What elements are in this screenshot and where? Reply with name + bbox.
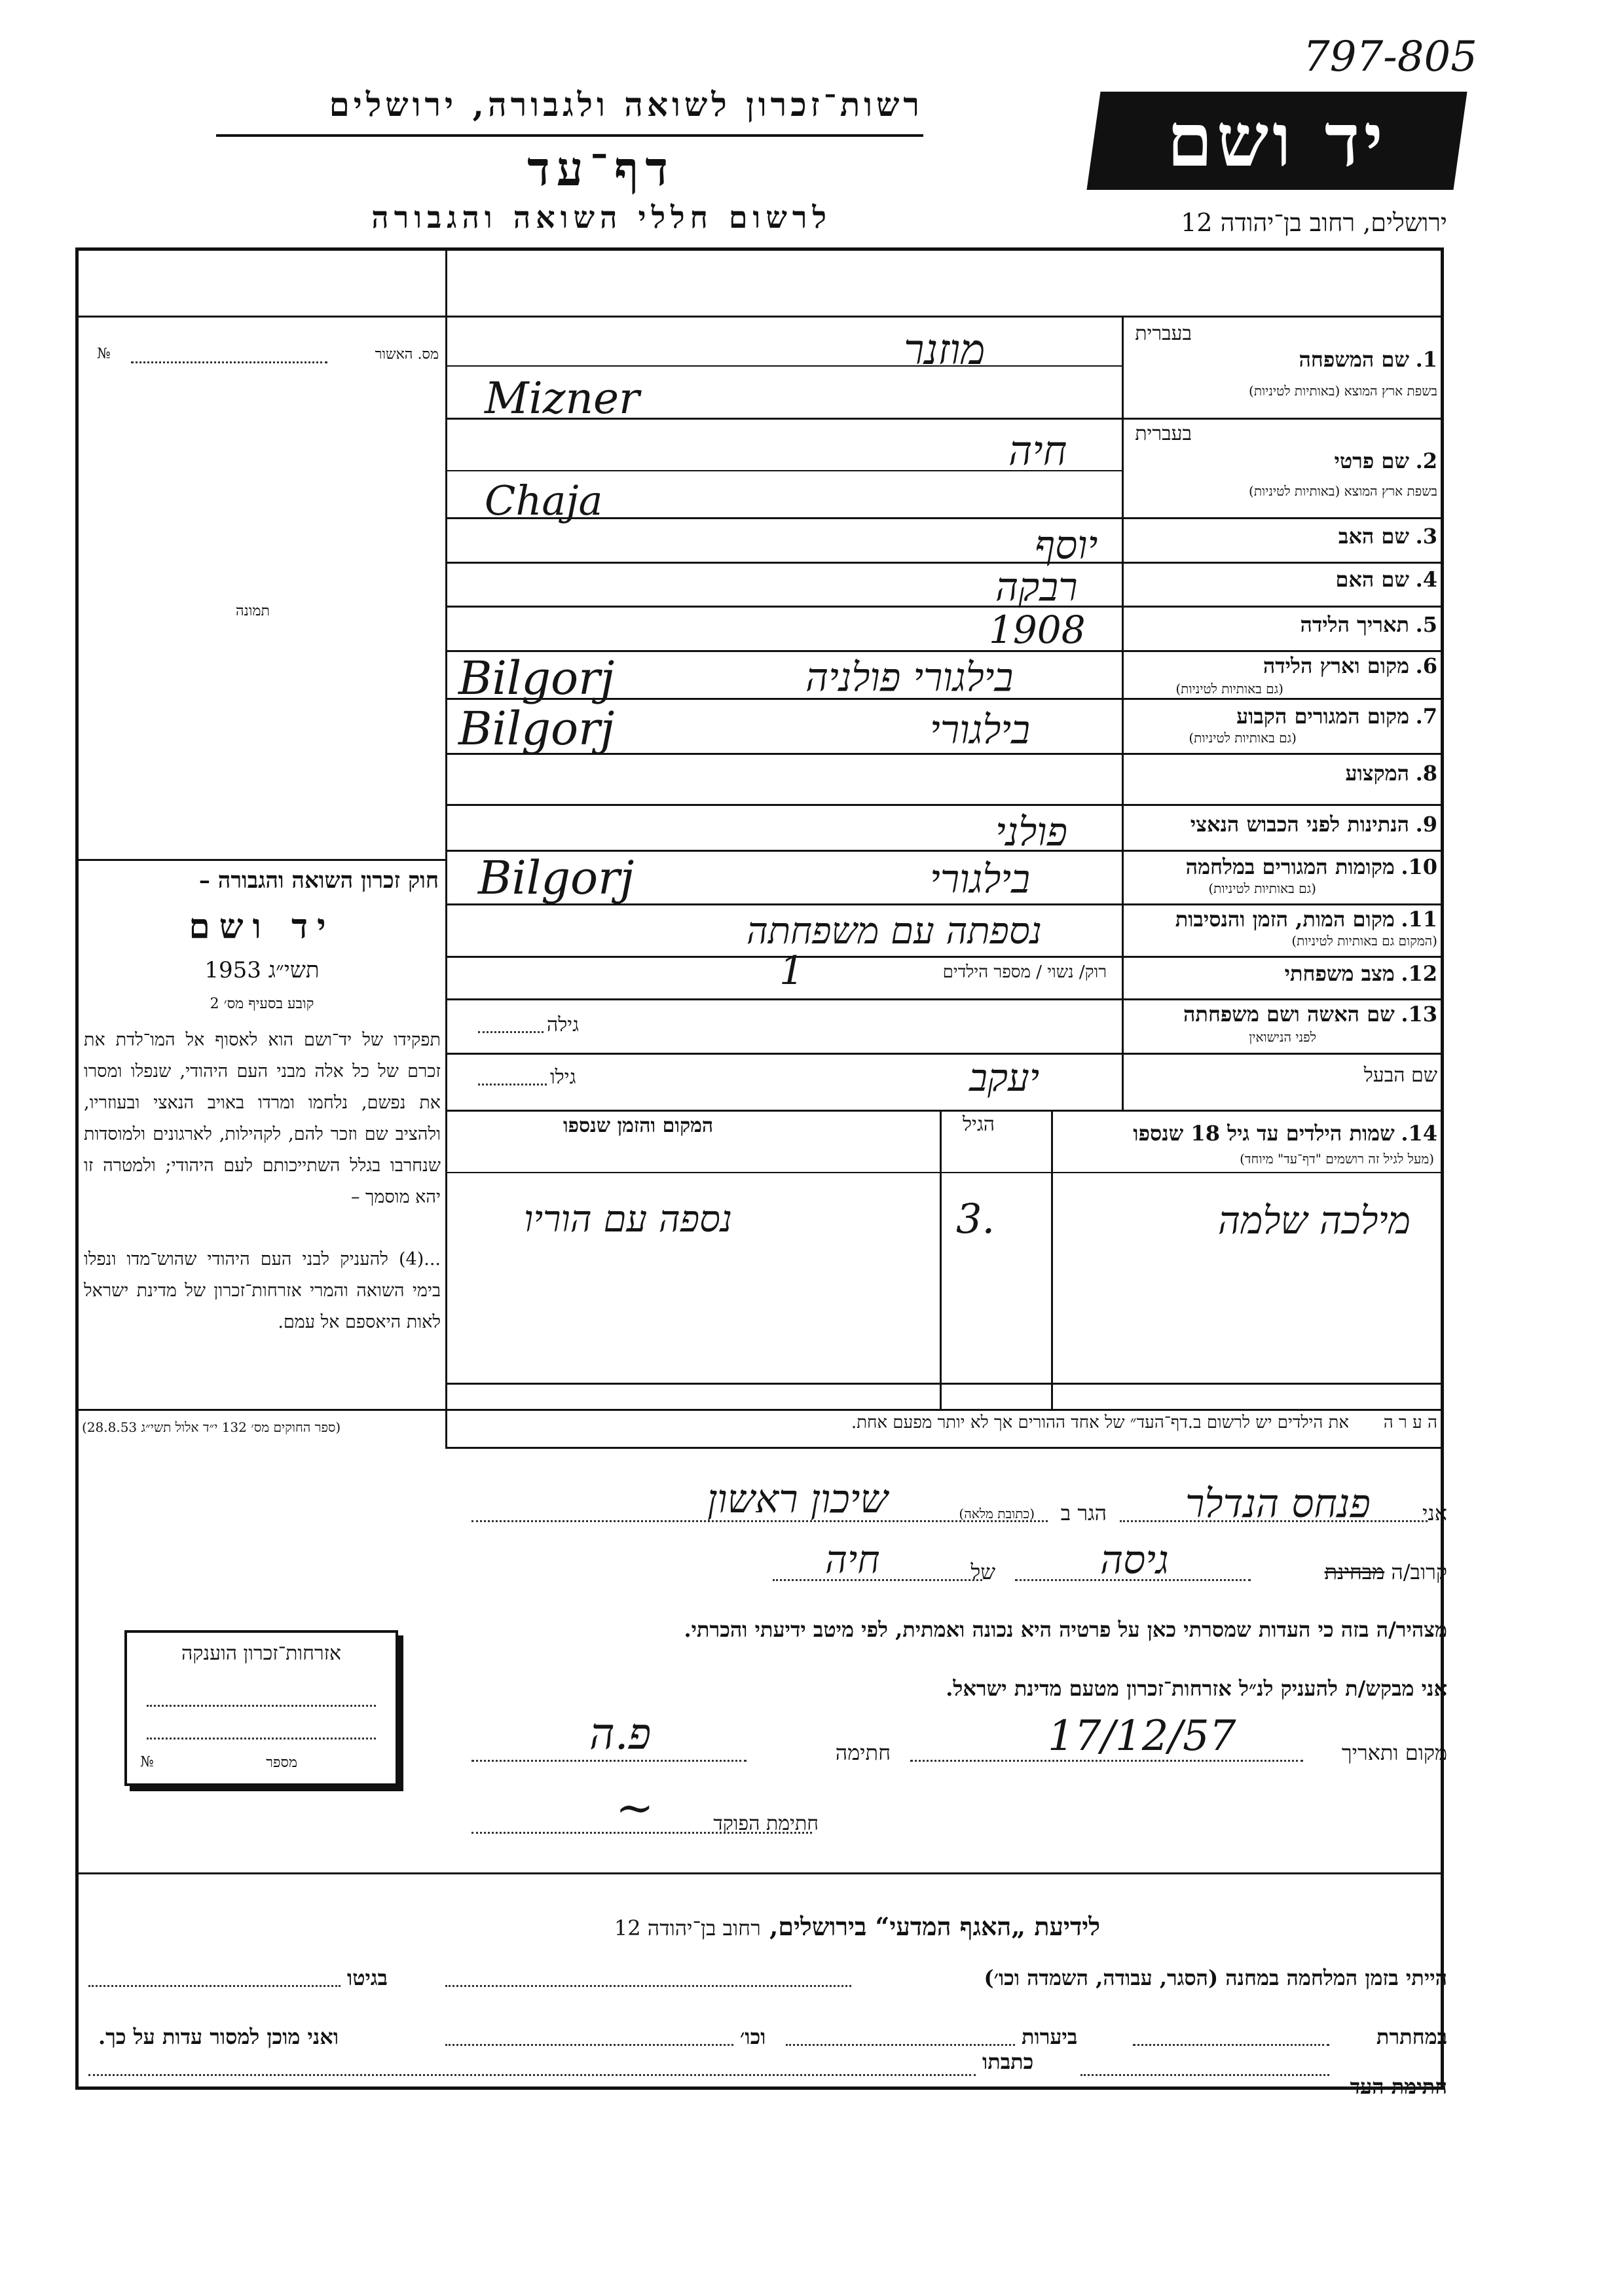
row11-bottom xyxy=(445,956,1444,958)
law-paragraph-2: ...(4) להעניק לבני העם היהודי שהוש־מדו ונפלו בימי השואה והמרי אזרחות־זכרון של מדינת ישראל לאות היאספם אל עמם. xyxy=(84,1249,441,1332)
field2-latin-value[interactable]: Chaja xyxy=(485,477,603,524)
children-sub: (מעל לגיל זה רושמים "דף־עד" מיוחד) xyxy=(1240,1151,1434,1167)
children-age-left xyxy=(940,1110,942,1411)
field3-title: שם האב xyxy=(1338,524,1410,549)
decl-address-value[interactable]: שיכון ראשון xyxy=(707,1476,888,1522)
note-left-line xyxy=(445,1383,447,1448)
logo-text: יד ושם xyxy=(1166,98,1388,183)
field1-hebrew-tag: בעברית xyxy=(1135,322,1192,345)
field2-label xyxy=(1334,448,1437,473)
field10-num: 10. xyxy=(1401,854,1437,879)
children-left-divider xyxy=(445,1110,447,1411)
label-col-divider xyxy=(1122,316,1124,1112)
decl-relation-value[interactable]: גיסה xyxy=(1100,1537,1169,1583)
citizenship-line-1[interactable] xyxy=(147,1705,376,1707)
frame-bottom xyxy=(75,2086,1444,2090)
field7-label xyxy=(1236,704,1437,729)
decl-of-value[interactable]: חיה xyxy=(825,1537,880,1582)
field13-title: שם האשה ושם משפחתה xyxy=(1183,1002,1395,1027)
field2-title: שם פרטי xyxy=(1334,448,1410,473)
photo-label: תמונה xyxy=(236,603,270,619)
decl-of: של xyxy=(970,1559,995,1584)
decl-relative-label: קרוב/ה xyxy=(1391,1559,1447,1584)
husband-age-label: גילו xyxy=(550,1066,576,1089)
law-name: יד ושם xyxy=(189,907,335,947)
husband-label: שם הבעל xyxy=(1363,1064,1437,1087)
field7-num: 7. xyxy=(1415,704,1437,729)
citizenship-number-sign: № xyxy=(140,1754,154,1770)
field7-hebrew-value[interactable]: בילגורי xyxy=(930,707,1031,753)
authority-underline xyxy=(216,134,923,137)
field6-sub: (גם באותיות לטיניות) xyxy=(1175,681,1283,697)
decl-signature-line[interactable] xyxy=(471,1760,747,1762)
field10-sub: (גם באותיות לטיניות) xyxy=(1208,881,1316,896)
field6-label xyxy=(1263,653,1437,678)
footer-line1-a: הייתי בזמן המלחמה במחנה (הסגר, עבודה, השמדה וכו׳) xyxy=(984,1965,1447,1990)
field12-label xyxy=(1285,961,1437,986)
law-title: חוק זכרון השואה והגבורה – xyxy=(198,867,439,894)
field2-sub: בשפת ארץ המוצא (באותיות לטיניות) xyxy=(1249,483,1437,499)
approval-number-label: מס. האשור xyxy=(375,346,439,363)
field9-label xyxy=(1190,812,1437,837)
approval-number-sign: № xyxy=(97,346,111,362)
row13b-bottom xyxy=(445,1110,1444,1112)
decl-request: אני מבקש/ת להעניק לנ״ל אזרחות־זכרון מטעם מדינת ישראל. xyxy=(946,1676,1447,1701)
field1-hebrew-value[interactable]: מוזנר xyxy=(904,326,986,374)
field1-latin-value[interactable]: Mizner xyxy=(485,373,640,424)
form-title: דף־עד xyxy=(527,141,674,196)
field1-sub: בשפת ארץ המוצא (באותיות לטיניות) xyxy=(1249,383,1437,399)
decl-address-hint: (כתובת מלאה) xyxy=(959,1506,1035,1522)
note-text: את הילדים יש לרשום ב.דף־העד״ של אחד ההורים אך לא יותר מפעם אחת. xyxy=(851,1413,1349,1432)
decl-relative xyxy=(1325,1559,1447,1584)
field11-sub: (המקום גם באותיות לטיניות) xyxy=(1291,933,1437,949)
field11-value[interactable]: נספתה עם משפחתה xyxy=(747,910,1042,953)
decl-statement: מצהיר/ה בזה כי העדות שמסרתי כאן על פרטיה היא נכונה ואמתית, לפי מיטב ידיעתי והכרתי. xyxy=(684,1617,1447,1642)
children-title: שמות הילדים עד גיל 18 שנספו xyxy=(1133,1121,1395,1146)
field9-num: 9. xyxy=(1415,812,1437,837)
field6-num: 6. xyxy=(1415,653,1437,678)
footer-title xyxy=(614,1912,1100,1942)
field2-num: 2. xyxy=(1415,448,1437,473)
note-bottom-line xyxy=(445,1447,1444,1449)
field11-num: 11. xyxy=(1401,907,1437,932)
footer-address-field[interactable] xyxy=(88,2074,976,2076)
row4-bottom xyxy=(445,606,1444,608)
field12-num: 12. xyxy=(1401,961,1437,986)
footer-line2-b: ביערות xyxy=(1022,2024,1078,2049)
photo-box-bottom xyxy=(75,859,447,861)
field3-label xyxy=(1338,524,1437,549)
row13-bottom xyxy=(445,1053,1444,1055)
children-header-line xyxy=(445,1172,1444,1173)
field13-num: 13. xyxy=(1401,1002,1437,1027)
field5-value[interactable]: 1908 xyxy=(989,608,1086,652)
top-band-line xyxy=(75,316,1444,318)
wife-age-label: גילה xyxy=(547,1013,580,1036)
decl-relation-printed: מבחינת xyxy=(1324,1559,1385,1584)
field12-title: מצב משפחתי xyxy=(1284,961,1395,986)
footer-camp-field[interactable] xyxy=(445,1985,851,1987)
field4-label xyxy=(1335,567,1437,592)
footer-underground-field[interactable] xyxy=(1133,2044,1329,2046)
field9-value[interactable]: פולני xyxy=(995,809,1068,855)
field7-sub: (גם באותיות לטיניות) xyxy=(1189,730,1297,746)
husband-age-field[interactable] xyxy=(478,1084,547,1085)
decl-inspector-signature: ~ xyxy=(616,1781,654,1834)
field11-label xyxy=(1175,907,1437,932)
child-age[interactable]: 3. xyxy=(956,1195,995,1243)
row12-bottom xyxy=(445,998,1444,1000)
field2-hebrew-tag: בעברית xyxy=(1135,422,1192,445)
field3-value[interactable]: יוסף xyxy=(1035,522,1098,568)
law-paragraph-1: תפקידו של יד־ושם הוא לאסוף אל המו־לדת את זכרם של כל אלה מבני העם היהודי, שנפלו ומסרו את נפשם, נלחמו ומרדו באויב הנאצי ובעוזריו, ולהציב שם וזכר להם, לקהילות, לארגונים ולמוסדות שנחרבו בגלל השתייכותם לעם היהודי; ולמטרה זו יהא מוסמך – xyxy=(84,1030,441,1207)
header-address: ירושלים, רחוב בן־יהודה 12 xyxy=(1181,208,1447,237)
footer-etc-field[interactable] xyxy=(445,2044,733,2046)
law-year: תשי״ג 1953 xyxy=(204,957,320,983)
decl-signature-value[interactable]: פ.ה xyxy=(589,1709,652,1759)
citizenship-box-title: אזרחות־זכרון הוענקה xyxy=(181,1642,341,1665)
place-header: המקום והזמן שנספו xyxy=(563,1114,714,1137)
footer-line2-c: וכו׳ xyxy=(740,2024,766,2049)
authority-title: רשות־זכרון לשואה ולגבורה, ירושלים xyxy=(329,85,923,124)
footer-forest-field[interactable] xyxy=(786,2044,1015,2046)
children-num: 14. xyxy=(1401,1121,1437,1146)
wife-age-field[interactable] xyxy=(478,1031,544,1033)
note-top-line xyxy=(445,1383,1444,1385)
footer-line2-a: במחתרת xyxy=(1376,2024,1447,2049)
law-reference: (ספר החוקים מס׳ 132 י״ד אלול תשי״ג 28.8.53) xyxy=(82,1419,341,1435)
archive-number: 797-805 xyxy=(1303,33,1477,81)
field6-title: מקום וארץ הלידה xyxy=(1263,653,1410,678)
footer-address: רחוב בן־יהודה 12 xyxy=(614,1916,761,1941)
field10-latin-value[interactable]: Bilgorj xyxy=(478,851,635,905)
field1-label xyxy=(1299,347,1438,372)
row8-bottom xyxy=(445,804,1444,806)
field10-hebrew-value[interactable]: בילגורי xyxy=(930,856,1031,902)
field10-title: מקומות המגורים במלחמה xyxy=(1185,854,1395,879)
frame-top xyxy=(75,247,1444,251)
decl-resident: הגר ב xyxy=(1060,1501,1107,1525)
field13-sub: לפני הנישואין xyxy=(1249,1029,1316,1045)
yad-vashem-logo xyxy=(1086,92,1467,190)
footer-top-line xyxy=(79,1872,1442,1874)
note-label: ה ע ר ה xyxy=(1383,1413,1437,1432)
footer-line2-d: ואני מוכן למסור עדות על כך. xyxy=(98,2024,339,2049)
child-name[interactable]: מילכה שלמה xyxy=(1218,1198,1411,1243)
footer-line3-b: כתבתו xyxy=(982,2049,1034,2074)
field6-latin-value[interactable]: Bilgorj xyxy=(458,651,615,705)
age-header: הגיל xyxy=(963,1113,995,1136)
footer-line1-b: בגיטו xyxy=(347,1965,388,1990)
decl-ani: אני xyxy=(1422,1501,1447,1525)
decl-date-value[interactable]: 17/12/57 xyxy=(1048,1712,1236,1760)
form-subtitle: לרשום חללי השואה והגבורה xyxy=(371,200,832,235)
field7-title: מקום המגורים הקבוע xyxy=(1236,704,1410,729)
citizenship-line-2[interactable] xyxy=(147,1738,376,1740)
field1-title: שם המשפחה xyxy=(1299,347,1410,372)
field1-num: 1. xyxy=(1415,347,1437,372)
field11-title: מקום המות, הזמן והנסיבות xyxy=(1175,907,1395,932)
row1-mid xyxy=(445,365,1123,367)
children-age-right xyxy=(1051,1110,1053,1411)
field4-num: 4. xyxy=(1415,567,1437,592)
field9-title: הנתינות לפני הכבוש הנאצי xyxy=(1190,812,1410,837)
citizenship-number-label: מספר xyxy=(266,1755,297,1771)
field2-hebrew-value[interactable]: חיה xyxy=(1008,427,1067,475)
field13-label xyxy=(1183,1002,1437,1027)
field3-num: 3. xyxy=(1415,524,1437,549)
child-place[interactable]: נספה עם הוריו xyxy=(524,1198,733,1241)
children-bottom-line xyxy=(75,1409,1444,1411)
decl-place-date-label: מקום ותאריך xyxy=(1341,1740,1447,1765)
field4-value[interactable]: רבקה xyxy=(995,564,1078,610)
field5-title: תאריך הלידה xyxy=(1300,612,1410,637)
field7-latin-value[interactable]: Bilgorj xyxy=(458,702,615,756)
footer-line3-a: חתימת העד xyxy=(1350,2074,1447,2099)
field12-printed: רוק/ נשוי / מספר הילדים xyxy=(942,962,1107,982)
field8-num: 8. xyxy=(1415,761,1437,786)
field6-hebrew-value[interactable]: בילגורי פולניה xyxy=(805,655,1014,701)
footer-ghetto-field[interactable] xyxy=(88,1985,341,1987)
row3-bottom xyxy=(445,562,1444,564)
frame-left xyxy=(75,247,79,2090)
field10-label xyxy=(1186,854,1437,879)
field5-label xyxy=(1300,612,1437,637)
children-label xyxy=(1133,1121,1437,1146)
footer-title-text: לידיעת „האגף המדעי“ בירושלים, xyxy=(769,1912,1100,1941)
decl-signature-label: חתימה xyxy=(835,1740,891,1765)
law-section: קובע בסעיף מס׳ 2 xyxy=(210,996,314,1012)
citizenship-box xyxy=(124,1630,398,1786)
frame-right xyxy=(1441,247,1444,2090)
field12-value[interactable]: 1 xyxy=(779,948,805,994)
decl-inspector-label: חתימת הפוקד xyxy=(713,1812,819,1835)
husband-value[interactable]: יעקב xyxy=(969,1055,1040,1100)
left-col-divider xyxy=(445,247,447,1112)
field8-title: המקצוע xyxy=(1345,761,1410,786)
field5-num: 5. xyxy=(1415,612,1437,637)
field4-title: שם האם xyxy=(1335,567,1410,592)
field8-label xyxy=(1345,761,1437,786)
decl-name-value[interactable]: פנחס הנדלר xyxy=(1185,1481,1371,1527)
approval-number-field[interactable] xyxy=(131,361,327,363)
footer-witness-signature[interactable] xyxy=(1080,2074,1329,2076)
